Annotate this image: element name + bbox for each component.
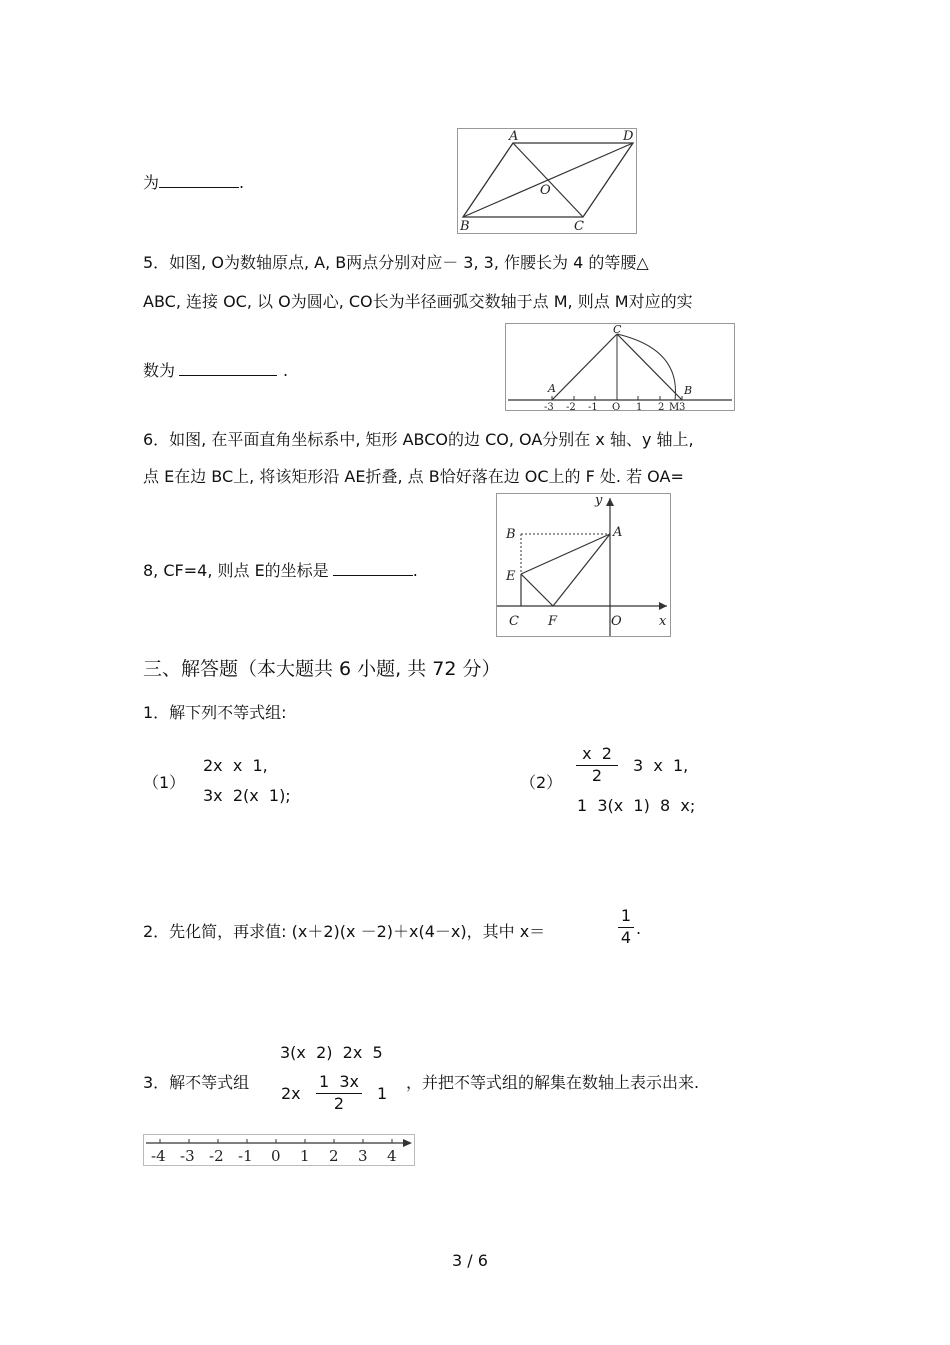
label-b: B [460,219,470,233]
tick-label: 2 [329,1147,339,1165]
label-o: O [540,183,551,198]
p3-line1: 3(x 2) 2x 5 [280,1043,383,1062]
segment-fa [553,534,610,606]
answer-blank[interactable] [159,173,239,188]
tick-label: 3 [358,1147,368,1165]
q5-line1: 5．如图, O为数轴原点, A, B两点分别对应－ 3, 3, 作腰长为 4 的等腰△ [143,253,649,272]
label-d: D [623,129,634,144]
fraction-denominator: 2 [576,765,618,785]
tick-label: 1 [300,1147,310,1165]
x-axis-arrow [659,602,667,610]
tick-label: O [612,402,621,410]
p3-prefix: 3．解不等式组 [143,1073,250,1092]
q5-suffix: . [283,361,289,380]
tick-label: 1 [636,402,643,410]
tick-label: -2 [566,402,576,410]
q6-suffix: . [412,561,418,580]
number-line-arrow [403,1139,412,1147]
tick-label: -3 [544,402,554,410]
label-a: A [613,525,623,540]
label-a: A [548,382,556,395]
side-ac [552,334,617,400]
number-line-figure [143,1134,415,1166]
answer-blank[interactable] [333,561,413,576]
q5-line2: ABC, 连接 OC, 以 O为圆心, CO长为半径画弧交数轴于点 M, 则点 M对应的实 [143,292,693,311]
rectangle-fold-figure [496,493,671,637]
fraction-denominator: 4 [618,927,634,947]
tick-label: -3 [180,1147,195,1165]
fraction-numerator: 1 3x [319,1072,359,1091]
p3-line2-left: 2x [281,1084,301,1103]
p2-suffix: . [636,919,642,938]
number-line-svg [144,1135,414,1165]
p3-suffix: ，并把不等式组的解集在数轴上表示出来. [406,1073,700,1092]
tick-label: -1 [588,402,598,410]
p1-part2-fraction [576,744,618,785]
label-c: C [613,324,622,336]
p1-part1-line1: 2x x 1, [203,756,268,775]
q5-line3 [143,358,288,381]
fraction-denominator: 2 [316,1093,362,1113]
label-e: E [506,569,516,584]
q6-line3 [143,558,418,581]
parallelogram-svg [458,129,636,233]
p1-part2-line2: 1 3(x 1) 8 x; [577,796,696,815]
q5-prefix: 数为 [143,361,176,380]
label-c: C [574,219,584,233]
y-axis-arrow [606,498,614,506]
label-b: B [684,384,693,397]
tick-marks [544,396,685,410]
fold-line-ae [521,534,610,574]
answer-blank[interactable] [179,361,277,376]
q6-line2: 点 E在边 BC上, 将该矩形沿 AE折叠, 点 B恰好落在边 OC上的 F 处. 若 OA= [143,467,684,486]
q4-prefix: 为 [143,173,160,192]
label-a: A [509,129,519,144]
tick-label: 2 [658,402,665,410]
tick-label: 4 [387,1147,397,1165]
p2-fraction [618,906,634,947]
p1-part2-rest: 3 x 1, [633,756,689,775]
label-y: y [595,494,603,508]
label-o: O [611,614,622,629]
fraction-numerator: x 2 [582,744,612,763]
page-number: 3 / 6 [452,1251,488,1270]
arc-cm [617,334,676,400]
tick-label: 0 [271,1147,281,1165]
label-f: F [548,614,558,629]
parallelogram-figure [457,128,637,234]
tick-label: M [669,402,680,410]
label-x: x [659,614,667,629]
p1-part1-line2: 3x 2(x 1); [203,786,291,805]
segment-ef [521,574,553,606]
side-bc [617,334,682,400]
fraction-numerator: 1 [620,906,632,925]
q6-line1: 6．如图, 在平面直角坐标系中, 矩形 ABCO的边 CO, OA分别在 x 轴、y 轴上, [143,430,694,449]
triangle-numberline-svg [506,324,734,410]
label-b: B [506,527,516,542]
p2-text: 2．先化简，再求值: (x＋2)(x －2)＋x(4－x)，其中 x＝ [143,922,546,941]
p3-line2-right: 1 [377,1084,388,1103]
section-title: 三、解答题（本大题共 6 小题, 共 72 分） [143,658,501,680]
rectangle-fold-svg [497,494,670,636]
triangle-numberline-figure [505,323,735,411]
tick-label: -1 [238,1147,253,1165]
q4-suffix: . [239,173,245,192]
p3-fraction [316,1072,362,1113]
q6-prefix: 8, CF=4, 则点 E的坐标是 [143,561,329,580]
label-c: C [509,614,519,629]
p1-title: 1．解下列不等式组: [143,703,287,722]
tick-label: 3 [679,402,686,410]
p1-part1-label: （1） [143,773,186,792]
tick-label: -4 [151,1147,166,1165]
q4-answer-line [143,170,244,193]
p1-part2-label: （2） [520,773,563,792]
tick-label: -2 [209,1147,224,1165]
